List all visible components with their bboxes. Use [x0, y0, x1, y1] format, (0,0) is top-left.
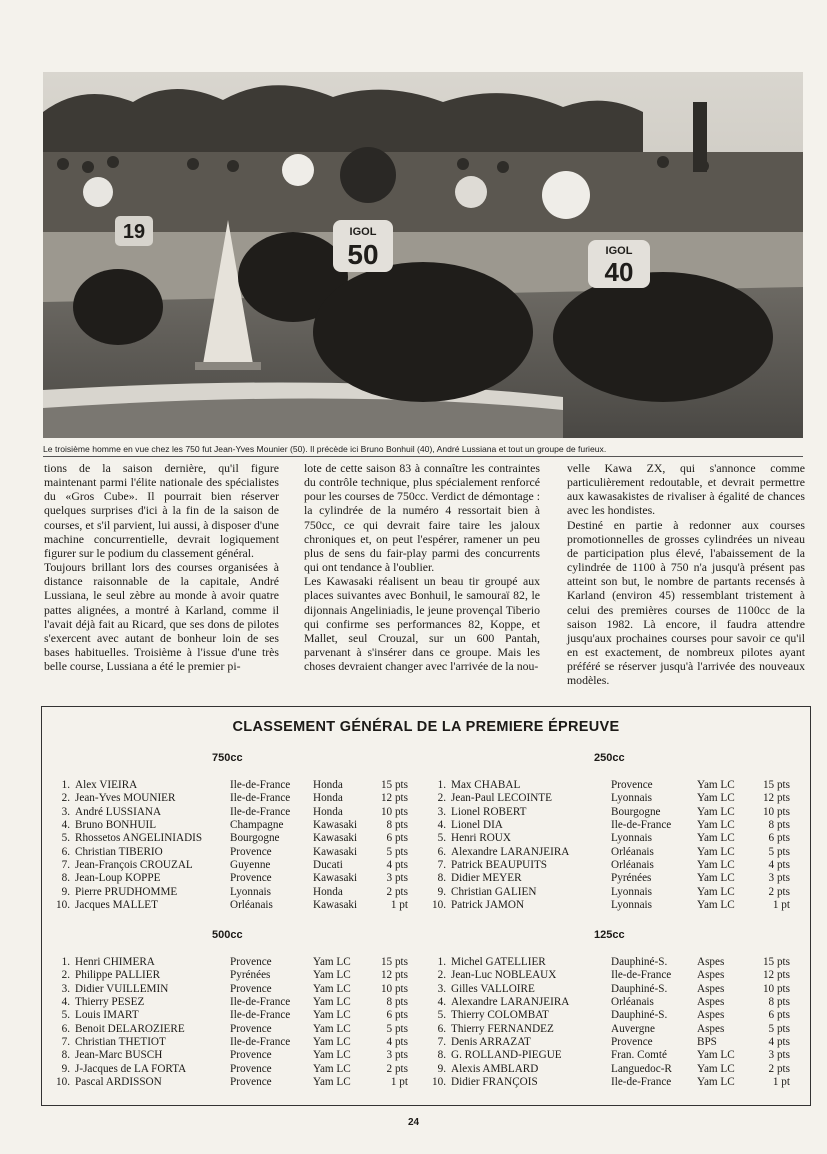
region: Auvergne [611, 1022, 655, 1035]
table-row [42, 1009, 426, 1022]
rider-name: Denis ARRAZAT [451, 1036, 531, 1049]
region: Ile-de-France [230, 792, 291, 805]
rank: 7. [437, 1036, 446, 1049]
points: 4 pts [386, 1036, 408, 1049]
make: Yam LC [697, 1049, 735, 1062]
rank: 7. [61, 859, 70, 872]
points: 6 pts [386, 1009, 408, 1022]
make: Aspes [697, 956, 725, 968]
bike-number-19: 19 [122, 221, 146, 243]
rider-name: Patrick JAMON [451, 899, 525, 912]
rank: 1. [437, 956, 446, 968]
table-row [426, 859, 810, 872]
region: Dauphiné-S. [611, 982, 668, 995]
table-row [426, 1036, 810, 1049]
rank: 9. [437, 1062, 446, 1075]
rider-name: Henri ROUX [451, 832, 511, 845]
region: Provence [230, 1076, 272, 1089]
table-row [426, 832, 810, 845]
make: Yam LC [697, 819, 735, 832]
article-paragraph: Destiné en partie à redonner aux courses promotionnelles de grosses cylindrées un niveau de participation plus élevé, l'abaissement de la cylindrée de 1100 à 750 n'a jusqu'à présent pas atteint son but, le nombre de partants recensés à Karland (environ 45) ressemblant tristement à celui des premières courses de 1100cc de la saison 1982. Là encore, il faudra attendre jusqu'aux prochaines courses pour savoir ce qu'il en est exactement, de nombreux pilotes ayant préféré se réserver jusqu'à l'arrivée des nouveaux modèles. [567, 517, 805, 688]
rank: 7. [437, 859, 446, 872]
points: 12 pts [762, 969, 790, 982]
rank: 8. [437, 1049, 446, 1062]
make: Ducati [313, 859, 343, 872]
bike-brand-igol-50: IGOL [349, 226, 377, 238]
rank: 1. [61, 956, 70, 968]
points: 15 pts [380, 956, 408, 968]
points: 4 pts [386, 859, 408, 872]
bike-number-50: 50 [347, 239, 379, 270]
region: Provence [611, 779, 653, 791]
rank: 5. [437, 832, 446, 845]
rider-name: Alex VIEIRA [75, 779, 138, 791]
table-row [426, 1063, 810, 1076]
rank: 6. [61, 1022, 70, 1035]
rank: 4. [437, 996, 446, 1009]
table-row [426, 1076, 810, 1089]
bike-brand-igol-40: IGOL [605, 245, 633, 257]
rank: 8. [437, 872, 446, 885]
article-column-3 [567, 461, 805, 688]
make: Yam LC [313, 956, 351, 968]
rider-name: Max CHABAL [451, 779, 521, 791]
table-row [42, 779, 426, 792]
region: Provence [230, 872, 272, 885]
category-title-125cc: 125cc [594, 929, 625, 941]
rider-name: Didier MEYER [451, 872, 522, 885]
make: Yam LC [313, 982, 351, 995]
points: 8 pts [386, 819, 408, 832]
rank: 3. [437, 805, 446, 818]
table-row [42, 859, 426, 872]
make: Yam LC [697, 1076, 735, 1089]
make: Yam LC [313, 1076, 351, 1089]
rank: 4. [61, 996, 70, 1009]
region: Languedoc-R [611, 1062, 672, 1075]
region: Dauphiné-S. [611, 1009, 668, 1022]
points: 10 pts [380, 982, 408, 995]
make: Honda [313, 885, 343, 898]
make: Aspes [697, 1022, 725, 1035]
rider-name: Michel GATELLIER [451, 956, 546, 968]
rank: 10. [432, 1076, 446, 1089]
region: Lyonnais [611, 899, 653, 912]
rider-name: Thierry PESEZ [75, 996, 145, 1009]
rider-name: J-Jacques de LA FORTA [75, 1062, 187, 1075]
table-row [426, 779, 810, 792]
rider-name: Patrick BEAUPUITS [451, 859, 548, 872]
make: Yam LC [313, 1022, 351, 1035]
table-row [42, 1063, 426, 1076]
make: Yam LC [697, 899, 735, 912]
rider-name: Jean-Yves MOUNIER [75, 792, 176, 805]
region: Ile-de-France [611, 819, 672, 832]
rank: 7. [61, 1036, 70, 1049]
region: Orléanais [611, 845, 654, 858]
rider-name: Christian THETIOT [75, 1036, 166, 1049]
rank: 1. [437, 779, 446, 791]
rank: 2. [61, 969, 70, 982]
points: 12 pts [762, 792, 790, 805]
region: Lyonnais [611, 885, 653, 898]
region: Provence [230, 956, 272, 968]
make: Yam LC [697, 872, 735, 885]
rider-name: Thierry COLOMBAT [451, 1009, 549, 1022]
make: Kawasaki [313, 832, 358, 845]
rider-name: G. ROLLAND-PIEGUE [451, 1049, 562, 1062]
rank: 3. [61, 982, 70, 995]
region: Ile-de-France [230, 1036, 291, 1049]
rank: 5. [61, 1009, 70, 1022]
table-row [426, 886, 810, 899]
rider-name: Didier VUILLEMIN [75, 982, 169, 995]
points: 10 pts [762, 805, 790, 818]
rider-name: Pascal ARDISSON [75, 1076, 162, 1089]
rider-name: Didier FRANÇOIS [451, 1076, 538, 1089]
points: 12 pts [380, 792, 408, 805]
rider-name: Christian GALIEN [451, 885, 537, 898]
rider-name: Thierry FERNANDEZ [451, 1022, 554, 1035]
table-row [42, 792, 426, 805]
article-paragraph: tions de la saison dernière, qu'il figure maintenant parmi l'élite nationale des spécialistes du «Gros Cube». Il pourrait bien réserver quelques surprises d'ici à la fin de la saison de courses, et s'il parvient, lui aussi, à disposer d'une machine concurrentielle, devrait logiquement figurer sur le podium du classement général. [44, 461, 279, 560]
make: Kawasaki [313, 899, 358, 912]
points: 6 pts [386, 832, 408, 845]
region: Lyonnais [611, 832, 653, 845]
race-photo [43, 72, 803, 438]
make: Kawasaki [313, 872, 358, 885]
results-table-500cc [42, 956, 426, 1089]
results-table-250cc [426, 779, 810, 912]
rider-name: Jean-Luc NOBLEAUX [451, 969, 557, 982]
rank: 2. [437, 969, 446, 982]
points: 5 pts [386, 845, 408, 858]
make: Honda [313, 805, 343, 818]
region: Ile-de-France [230, 805, 291, 818]
region: Provence [230, 982, 272, 995]
rider-name: Jacques MALLET [75, 899, 158, 912]
make: Yam LC [313, 1009, 351, 1022]
points: 15 pts [762, 779, 790, 791]
region: Provence [230, 845, 272, 858]
region: Ile-de-France [230, 996, 291, 1009]
category-title-250cc: 250cc [594, 752, 625, 764]
make: Aspes [697, 1009, 725, 1022]
region: Pyrénées [230, 969, 271, 982]
rider-name: Alexandre LARANJEIRA [451, 996, 570, 1009]
table-row [42, 1023, 426, 1036]
make: Aspes [697, 982, 725, 995]
rank: 10. [432, 899, 446, 912]
make: Yam LC [697, 779, 735, 791]
article-paragraph: velle Kawa ZX, qui s'annonce comme particulièrement redoutable, et devrait permettre aux kawasakistes de rivaliser à égalité de chances avec les hondistes. [567, 461, 805, 518]
points: 3 pts [768, 872, 790, 885]
make: Yam LC [697, 1062, 735, 1075]
rank: 8. [61, 1049, 70, 1062]
region: Bourgogne [611, 805, 661, 818]
points: 2 pts [386, 885, 408, 898]
region: Provence [230, 1062, 272, 1075]
region: Lyonnais [611, 792, 653, 805]
points: 15 pts [380, 779, 408, 791]
table-row [426, 899, 810, 912]
region: Lyonnais [230, 885, 272, 898]
rank: 10. [56, 899, 70, 912]
results-table-750cc [42, 779, 426, 912]
points: 3 pts [386, 872, 408, 885]
region: Orléanais [611, 996, 654, 1009]
article-paragraph: Les Kawasaki réalisent un beau tir groupé aux places suivantes avec Bonhuil, le samouraï 82, le dijonnais Angeliniadis, le jeune provençal Tiberio qui confirme ses performances 82, Koppe, et Mallet, seul Crouzal, sur un 600 Pantah, parvenant à s'insérer dans ce groupe. Mais les choses devraient changer avec l'arrivée de la nou- [304, 574, 540, 674]
rank: 9. [437, 885, 446, 898]
table-row [42, 806, 426, 819]
table-row [42, 996, 426, 1009]
points: 3 pts [768, 1049, 790, 1062]
table-row [426, 792, 810, 805]
table-row [426, 956, 810, 969]
rider-name: Gilles VALLOIRE [451, 982, 535, 995]
points: 1 pt [390, 899, 408, 912]
rank: 1. [61, 779, 70, 791]
table-row [42, 872, 426, 885]
rider-name: Jean-Loup KOPPE [75, 872, 161, 885]
rider-name: Pierre PRUDHOMME [75, 885, 178, 898]
rank: 2. [61, 792, 70, 805]
rider-name: Benoit DELAROZIERE [75, 1022, 185, 1035]
rider-name: Philippe PALLIER [75, 969, 161, 982]
rider-name: Jean-Paul LECOINTE [451, 792, 552, 805]
rank: 10. [56, 1076, 70, 1089]
points: 1 pt [772, 899, 790, 912]
rider-name: Alexandre LARANJEIRA [451, 845, 570, 858]
table-row [426, 969, 810, 982]
points: 5 pts [768, 845, 790, 858]
article-paragraph: Toujours brillant lors des courses organisées à distance raisonnable de la capitale, André Lussiana, le seul zèbre au monde à avoir quatre pattes alignées, a montré à Karland, comme il l'avait déjà fait au Ricard, que ses dons de pilotes s'exercent avec autant de bonheur loin de ses bases habituelles. Troisième à l'issue d'une très belle course, Lussiana a été le premier pi- [44, 560, 279, 674]
table-row [42, 899, 426, 912]
rank: 4. [61, 819, 70, 832]
rank: 3. [437, 982, 446, 995]
rider-name: Alexis AMBLARD [451, 1062, 539, 1075]
rider-name: Henri CHIMERA [75, 956, 155, 968]
region: Ile-de-France [611, 1076, 672, 1089]
points: 8 pts [386, 996, 408, 1009]
rank: 9. [61, 885, 70, 898]
bike-number-40: 40 [604, 257, 634, 287]
table-row [426, 819, 810, 832]
make: Kawasaki [313, 819, 358, 832]
rank: 3. [61, 805, 70, 818]
page-number: 24 [407, 1117, 420, 1128]
points: 4 pts [768, 859, 790, 872]
region: Pyrénées [611, 872, 652, 885]
points: 6 pts [768, 832, 790, 845]
make: Aspes [697, 996, 725, 1009]
points: 3 pts [386, 1049, 408, 1062]
table-row [42, 886, 426, 899]
table-row [426, 1049, 810, 1062]
table-row [426, 1009, 810, 1022]
table-row [426, 996, 810, 1009]
rider-name: Jean-François CROUZAL [75, 859, 193, 872]
points: 8 pts [768, 996, 790, 1009]
points: 12 pts [380, 969, 408, 982]
make: Kawasaki [313, 845, 358, 858]
points: 5 pts [768, 1022, 790, 1035]
region: Dauphiné-S. [611, 956, 668, 968]
rank: 6. [437, 1022, 446, 1035]
rank: 8. [61, 872, 70, 885]
rank: 5. [61, 832, 70, 845]
points: 5 pts [386, 1022, 408, 1035]
make: Yam LC [697, 885, 735, 898]
table-row [42, 1036, 426, 1049]
region: Provence [230, 1022, 272, 1035]
table-row [426, 1023, 810, 1036]
region: Provence [611, 1036, 653, 1049]
make: Yam LC [697, 805, 735, 818]
category-title-500cc: 500cc [212, 929, 243, 941]
table-row [42, 1049, 426, 1062]
article-column-1 [44, 461, 279, 673]
region: Bourgogne [230, 832, 280, 845]
points: 8 pts [768, 819, 790, 832]
table-row [42, 846, 426, 859]
article-paragraph: lote de cette saison 83 à connaître les contraintes du contrôle technique, plus spécialement renforcé pour les courses de 750cc. Verdict de démontage : la cylindrée de la numéro 4 ressortait bien à 750cc, ce qui devrait faire taire les jaloux chroniques et, on peut l'espérer, ramener un peu plus de sens du fair-play parmi des concurrents qui ont tendance à l'oublier. [304, 461, 540, 575]
points: 6 pts [768, 1009, 790, 1022]
table-row [426, 846, 810, 859]
points: 4 pts [768, 1036, 790, 1049]
make: Yam LC [313, 1062, 351, 1075]
table-row [42, 1076, 426, 1089]
table-row [42, 819, 426, 832]
region: Guyenne [230, 859, 271, 872]
region: Ile-de-France [611, 969, 672, 982]
rider-name: Bruno BONHUIL [75, 819, 157, 832]
points: 15 pts [762, 956, 790, 968]
region: Provence [230, 1049, 272, 1062]
points: 1 pt [772, 1076, 790, 1089]
region: Orléanais [230, 899, 273, 912]
make: Aspes [697, 969, 725, 982]
rider-name: Rhossetos ANGELINIADIS [75, 832, 203, 845]
make: Yam LC [313, 1049, 351, 1062]
table-row [426, 806, 810, 819]
make: Yam LC [313, 996, 351, 1009]
rank: 5. [437, 1009, 446, 1022]
rank: 4. [437, 819, 446, 832]
table-row [42, 969, 426, 982]
rider-name: Lionel DIA [451, 819, 503, 832]
rider-name: Jean-Marc BUSCH [75, 1049, 163, 1062]
points: 2 pts [768, 885, 790, 898]
table-row [426, 983, 810, 996]
table-row [42, 983, 426, 996]
rank: 6. [437, 845, 446, 858]
table-row [42, 832, 426, 845]
classement-box [41, 706, 811, 1106]
make: BPS [697, 1036, 717, 1049]
make: Honda [313, 792, 343, 805]
classement-title: CLASSEMENT GÉNÉRAL DE LA PREMIERE ÉPREUVE [232, 719, 620, 735]
article-column-2 [304, 461, 540, 673]
region: Fran. Comté [611, 1049, 667, 1062]
make: Yam LC [697, 845, 735, 858]
make: Honda [313, 779, 343, 791]
table-row [42, 956, 426, 969]
make: Yam LC [313, 1036, 351, 1049]
make: Yam LC [697, 859, 735, 872]
photo-caption: Le troisième homme en vue chez les 750 fut Jean-Yves Mounier (50). Il précède ici Bruno Bonhuil (40), André Lussiana et tout un groupe de furieux. [43, 442, 803, 457]
region: Ile-de-France [230, 779, 291, 791]
rider-name: Lionel ROBERT [451, 805, 527, 818]
points: 1 pt [390, 1076, 408, 1089]
rider-name: Louis IMART [75, 1009, 139, 1022]
points: 2 pts [768, 1062, 790, 1075]
rank: 6. [61, 845, 70, 858]
points: 2 pts [386, 1062, 408, 1075]
make: Yam LC [313, 969, 351, 982]
make: Yam LC [697, 792, 735, 805]
points: 10 pts [762, 982, 790, 995]
region: Ile-de-France [230, 1009, 291, 1022]
points: 10 pts [380, 805, 408, 818]
rank: 9. [61, 1062, 70, 1075]
rider-name: Christian TIBERIO [75, 845, 163, 858]
region: Orléanais [611, 859, 654, 872]
table-row [426, 872, 810, 885]
region: Champagne [230, 819, 284, 832]
category-title-750cc: 750cc [212, 752, 243, 764]
results-table-125cc [426, 956, 810, 1089]
rank: 2. [437, 792, 446, 805]
rider-name: André LUSSIANA [75, 805, 162, 818]
make: Yam LC [697, 832, 735, 845]
